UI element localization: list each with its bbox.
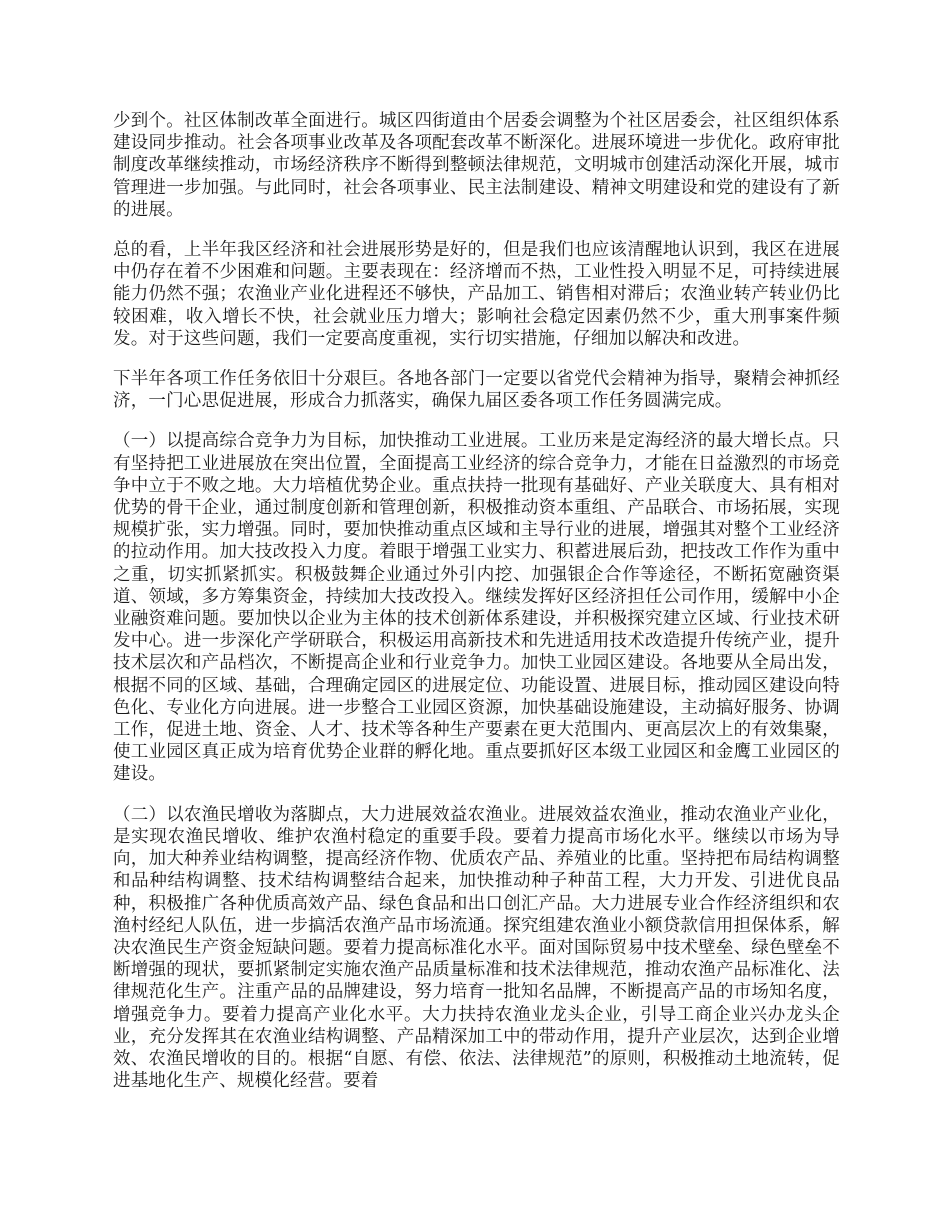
paragraph-4: （一）以提高综合竞争力为目标，加快推动工业进展。工业历来是定海经济的最大增长点。只有坚持把工业进展放在突出位置，全面提高工业经济的综合竞争力，才能在日益激烈的市场竞争中立于不败之地。大力培植优势企业。重点扶持一批现有基础好、产业关联度大、具有相对优势的骨干企业，通过制度创新和管理创新，积极推动资本重组、产品联合、市场拓展，实现规模扩张，实力增强。同时，要加快推动重点区域和主导行业的进展，增强其对整个工业经济的拉动作用。加大技改投入力度。着眼于增强工业实力、积蓄进展后劲，把技改工作作为重中之重，切实抓紧抓实。积极鼓舞企业通过外引内挖、加强银企合作等途径，不断拓宽融资渠道、领域，多方筹集资金，持续加大技改投入。继续发挥好区经济担任公司作用，缓解中小企业融资难问题。要加快以企业为主体的技术创新体系建设，并积极探究建立区域、行业技术研发中心。进一步深化产学研联合，积极运用高新技术和先进适用技术改造提升传统产业，提升技术层次和产品档次，不断提高企业和行业竞争力。加快工业园区建设。各地要从全局出发，根据不同的区域、基础，合理确定园区的进展定位、功能设置、进展目标，推动园区建设向特色化、专业化方向进展。进一步整合工业园区资源，加快基础设施建设，主动搞好服务、协调工作，促进土地、资金、人才、技术等各种生产要素在更大范围内、更高层次上的有效集聚，使工业园区真正成为培育优势企业群的孵化地。重点要抓好区本级工业园区和金鹰工业园区的建设。 (113, 431, 840, 785)
paragraph-3: 下半年各项工作任务依旧十分艰巨。各地各部门一定要以省党代会精神为指导，聚精会神抓经济，一门心思促进展，形成合力抓落实，确保九届区委各项工作任务圆满完成。 (113, 369, 840, 412)
paragraph-1: 少到个。社区体制改革全面进行。城区四街道由个居委会调整为个社区居委会，社区组织体系建设同步推动。社会各项事业改革及各项配套改革不断深化。进展环境进一步优化。政府审批制度改革继续推动，市场经济秩序不断得到整顿法律规范，文明城市创建活动深化开展，城市管理进一步加强。与此同时，社会各项事业、民主法制建设、精神文明建设和党的建设有了新的进展。 (113, 111, 840, 220)
paragraph-2: 总的看，上半年我区经济和社会进展形势是好的，但是我们也应该清醒地认识到，我区在进展中仍存在着不少困难和问题。主要表现在：经济增而不热，工业性投入明显不足，可持续进展能力仍然不强；农渔业产业化进程还不够快，产品加工、销售相对滞后；农渔业转产转业仍比较困难，收入增长不快，社会就业压力增大；影响社会稳定因素仍然不少，重大刑事案件频发。对于这些问题，我们一定要高度重视，实行切实措施，仔细加以解决和改进。 (113, 240, 840, 349)
document-body (113, 110, 840, 1092)
paragraph-5: （二）以农渔民增收为落脚点，大力进展效益农渔业。进展效益农渔业，推动农渔业产业化，是实现农渔民增收、维护农渔村稳定的重要手段。要着力提高市场化水平。继续以市场为导向，加大种养业结构调整，提高经济作物、优质农产品、养殖业的比重。坚持把布局结构调整和品种结构调整、技术结构调整结合起来，加快推动种子种苗工程，大力开发、引进优良品种，积极推广各种优质高效产品、绿色食品和出口创汇产品。大力进展专业合作经济组织和农渔村经纪人队伍，进一步搞活农渔产品市场流通。探究组建农渔业小额贷款信用担保体系，解决农渔民生产资金短缺问题。要着力提高标准化水平。面对国际贸易中技术壁垒、绿色壁垒不断增强的现状，要抓紧制定实施农渔产品质量标准和技术法律规范，推动农渔产品标准化、法律规范化生产。注重产品的品牌建设，努力培育一批知名品牌，不断提高产品的市场知名度，增强竞争力。要着力提高产业化水平。大力扶持农渔业龙头企业，引导工商企业兴办龙头企业，充分发挥其在农渔业结构调整、产品精深加工中的带动作用，提升产业层次，达到企业增效、农渔民增收的目的。根据“自愿、有偿、依法、法律规范”的原则，积极推动土地流转，促进基地化生产、规模化经营。要着 (113, 804, 840, 1092)
